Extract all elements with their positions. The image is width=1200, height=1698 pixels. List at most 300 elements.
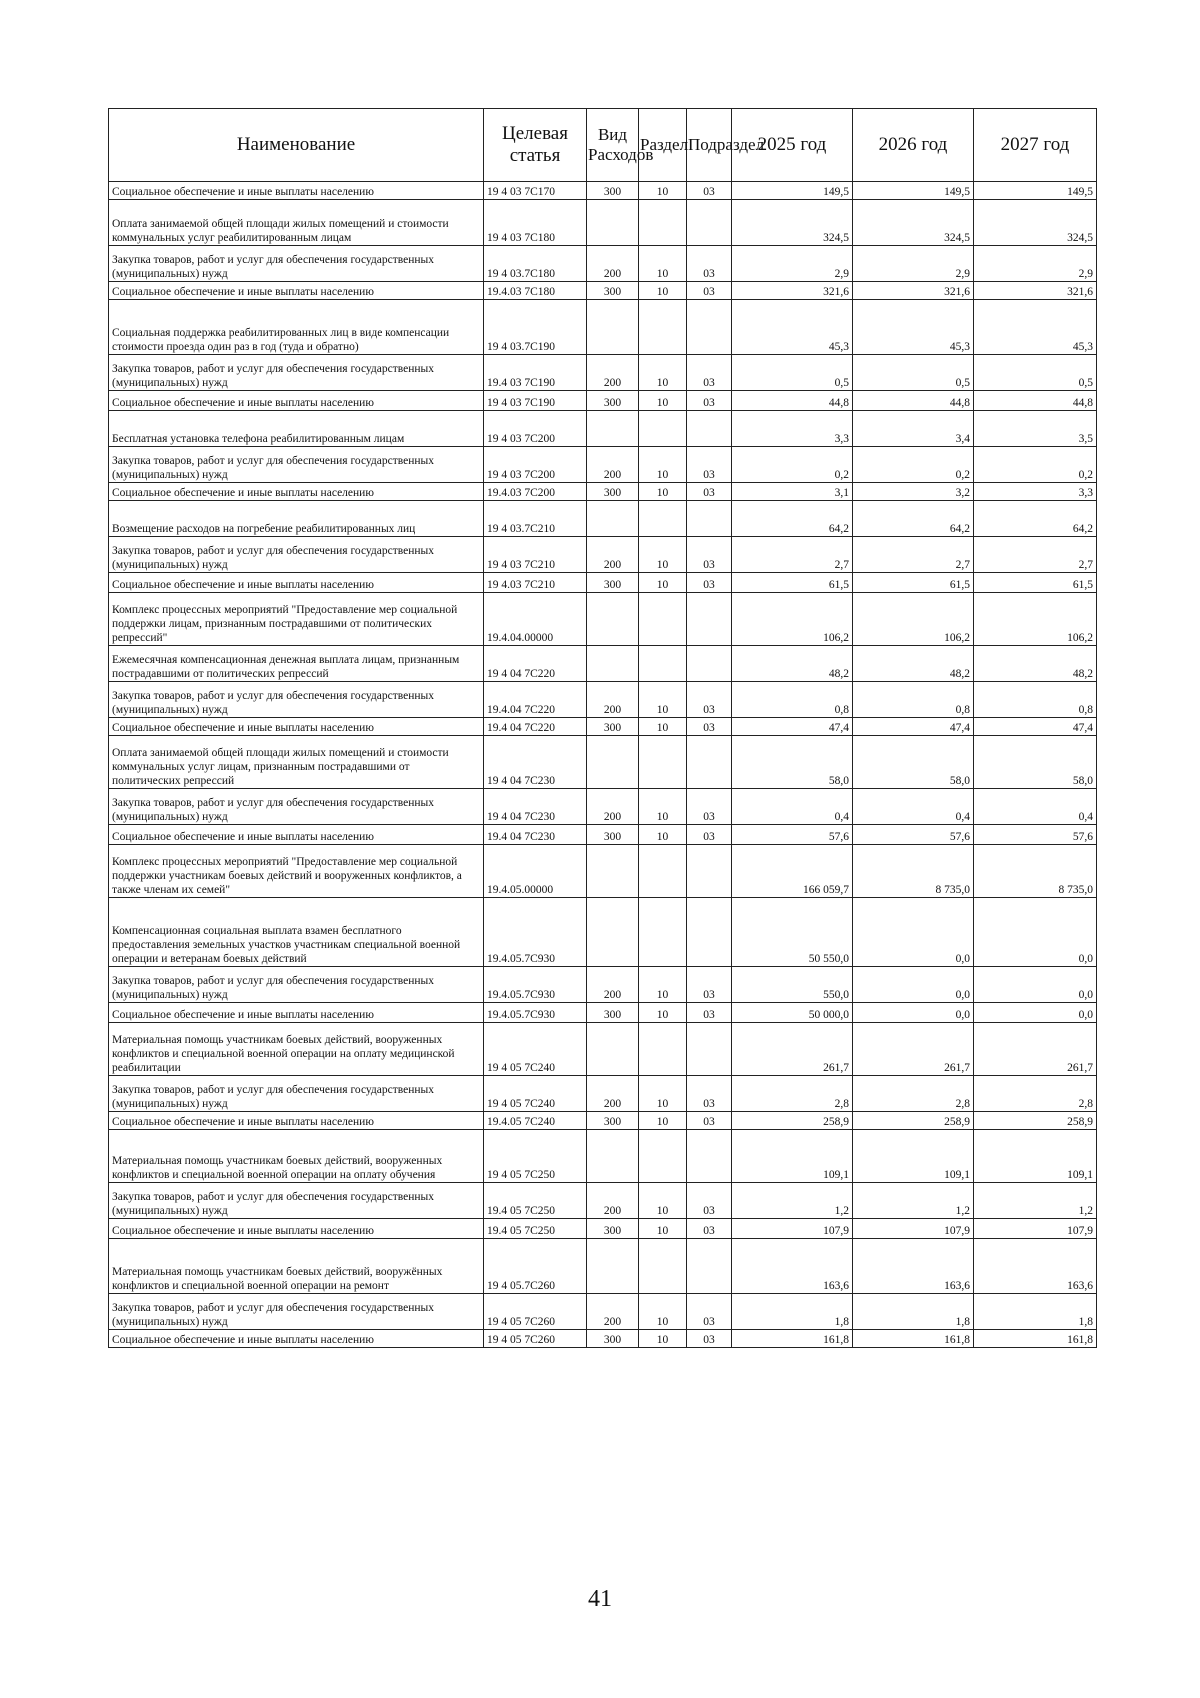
row-section: 10 — [639, 1219, 687, 1239]
row-value-2026: 64,2 — [853, 501, 974, 537]
row-value-2025: 50 550,0 — [732, 898, 853, 967]
row-target-article: 19.4 05 7С250 — [484, 1219, 587, 1239]
row-target-article: 19.4.04 7С220 — [484, 682, 587, 718]
table-row — [109, 447, 1097, 483]
row-expense-type: 200 — [587, 246, 639, 282]
row-expense-type — [587, 501, 639, 537]
row-value-2027: 0,8 — [974, 682, 1097, 718]
row-target-article: 19 4 03 7С170 — [484, 182, 587, 200]
table-row — [109, 282, 1097, 300]
row-value-2026: 0,4 — [853, 789, 974, 825]
row-target-article: 19 4 05 7С260 — [484, 1330, 587, 1348]
row-expense-type: 300 — [587, 1219, 639, 1239]
row-section: 10 — [639, 718, 687, 736]
row-target-article: 19.4.03 7С200 — [484, 483, 587, 501]
row-name: Комплекс процессных мероприятий "Предоставление мер социальной поддержки участникам боевых действий и вооруженных конфликтов, а также членам их семей" — [109, 845, 484, 898]
row-section — [639, 300, 687, 355]
row-section — [639, 593, 687, 646]
row-value-2025: 47,4 — [732, 718, 853, 736]
row-target-article: 19 4 03 7С210 — [484, 537, 587, 573]
row-expense-type — [587, 1239, 639, 1294]
row-value-2025: 161,8 — [732, 1330, 853, 1348]
row-name: Социальное обеспечение и иные выплаты населению — [109, 1219, 484, 1239]
row-section: 10 — [639, 447, 687, 483]
row-section — [639, 736, 687, 789]
row-subsection: 03 — [687, 355, 732, 391]
row-section — [639, 646, 687, 682]
row-target-article: 19 4 04 7С230 — [484, 736, 587, 789]
row-value-2027: 107,9 — [974, 1219, 1097, 1239]
row-value-2027: 0,2 — [974, 447, 1097, 483]
row-name: Социальное обеспечение и иные выплаты населению — [109, 1112, 484, 1130]
row-value-2025: 3,3 — [732, 411, 853, 447]
row-section — [639, 411, 687, 447]
row-value-2027: 57,6 — [974, 825, 1097, 845]
row-section — [639, 1239, 687, 1294]
row-section: 10 — [639, 967, 687, 1003]
table-row — [109, 593, 1097, 646]
row-value-2026: 149,5 — [853, 182, 974, 200]
row-value-2027: 0,0 — [974, 1003, 1097, 1023]
table-row — [109, 182, 1097, 200]
row-expense-type — [587, 411, 639, 447]
table-row — [109, 825, 1097, 845]
row-name: Социальное обеспечение и иные выплаты населению — [109, 573, 484, 593]
table-row — [109, 200, 1097, 246]
row-value-2025: 0,4 — [732, 789, 853, 825]
table-row — [109, 1294, 1097, 1330]
row-value-2027: 64,2 — [974, 501, 1097, 537]
row-value-2025: 1,2 — [732, 1183, 853, 1219]
row-value-2026: 324,5 — [853, 200, 974, 246]
row-value-2026: 0,5 — [853, 355, 974, 391]
row-value-2026: 163,6 — [853, 1239, 974, 1294]
row-value-2025: 45,3 — [732, 300, 853, 355]
row-value-2027: 48,2 — [974, 646, 1097, 682]
row-subsection: 03 — [687, 573, 732, 593]
row-value-2026: 57,6 — [853, 825, 974, 845]
row-expense-type — [587, 1130, 639, 1183]
row-value-2027: 0,0 — [974, 967, 1097, 1003]
row-value-2026: 0,8 — [853, 682, 974, 718]
row-subsection — [687, 411, 732, 447]
row-value-2026: 161,8 — [853, 1330, 974, 1348]
row-subsection: 03 — [687, 718, 732, 736]
row-value-2026: 2,9 — [853, 246, 974, 282]
row-subsection: 03 — [687, 182, 732, 200]
table-row — [109, 646, 1097, 682]
row-target-article: 19.4.05 7С240 — [484, 1112, 587, 1130]
row-subsection — [687, 1023, 732, 1076]
row-section: 10 — [639, 1294, 687, 1330]
table-header — [109, 109, 1097, 182]
row-name: Материальная помощь участникам боевых действий, вооружённых конфликтов и специальной военной операции на ремонт — [109, 1239, 484, 1294]
header-row — [109, 109, 1097, 182]
row-target-article: 19.4 04 7С230 — [484, 825, 587, 845]
row-expense-type: 200 — [587, 1183, 639, 1219]
row-value-2025: 61,5 — [732, 573, 853, 593]
table-row — [109, 967, 1097, 1003]
row-name: Комплекс процессных мероприятий "Предоставление мер социальной поддержки лицам, признанным пострадавшими от политических репрессий" — [109, 593, 484, 646]
row-value-2026: 261,7 — [853, 1023, 974, 1076]
table-row — [109, 1076, 1097, 1112]
row-target-article: 19 4.03 7С210 — [484, 573, 587, 593]
row-expense-type — [587, 300, 639, 355]
row-subsection — [687, 736, 732, 789]
row-name: Социальное обеспечение и иные выплаты населению — [109, 718, 484, 736]
row-section: 10 — [639, 355, 687, 391]
row-subsection: 03 — [687, 1330, 732, 1348]
row-value-2027: 58,0 — [974, 736, 1097, 789]
row-value-2025: 109,1 — [732, 1130, 853, 1183]
row-expense-type: 200 — [587, 1294, 639, 1330]
row-value-2027: 2,9 — [974, 246, 1097, 282]
row-value-2026: 109,1 — [853, 1130, 974, 1183]
row-value-2026: 258,9 — [853, 1112, 974, 1130]
row-name: Социальное обеспечение и иные выплаты населению — [109, 1330, 484, 1348]
row-subsection: 03 — [687, 1003, 732, 1023]
row-section — [639, 1023, 687, 1076]
row-subsection — [687, 593, 732, 646]
row-value-2027: 1,8 — [974, 1294, 1097, 1330]
row-target-article: 19 4 03 7С180 — [484, 200, 587, 246]
row-section: 10 — [639, 246, 687, 282]
row-section: 10 — [639, 682, 687, 718]
row-value-2025: 44,8 — [732, 391, 853, 411]
table-row — [109, 355, 1097, 391]
row-expense-type: 300 — [587, 1112, 639, 1130]
row-expense-type — [587, 845, 639, 898]
row-value-2025: 1,8 — [732, 1294, 853, 1330]
table-row — [109, 1003, 1097, 1023]
header-name: Наименование — [109, 109, 484, 182]
row-value-2027: 45,3 — [974, 300, 1097, 355]
row-name: Закупка товаров, работ и услуг для обеспечения государственных (муниципальных) нужд — [109, 355, 484, 391]
row-target-article: 19.4.05.7С930 — [484, 898, 587, 967]
row-target-article: 19 4 03.7С190 — [484, 300, 587, 355]
row-subsection: 03 — [687, 682, 732, 718]
row-subsection: 03 — [687, 447, 732, 483]
row-value-2027: 261,7 — [974, 1023, 1097, 1076]
row-value-2025: 3,1 — [732, 483, 853, 501]
table-row — [109, 718, 1097, 736]
row-value-2025: 0,8 — [732, 682, 853, 718]
row-subsection: 03 — [687, 483, 732, 501]
row-name: Социальное обеспечение и иные выплаты населению — [109, 182, 484, 200]
table-row — [109, 1239, 1097, 1294]
row-value-2025: 0,5 — [732, 355, 853, 391]
row-section: 10 — [639, 391, 687, 411]
row-subsection — [687, 1130, 732, 1183]
row-subsection: 03 — [687, 246, 732, 282]
row-section: 10 — [639, 1076, 687, 1112]
row-expense-type: 200 — [587, 967, 639, 1003]
row-value-2027: 8 735,0 — [974, 845, 1097, 898]
row-value-2025: 2,9 — [732, 246, 853, 282]
row-value-2026: 321,6 — [853, 282, 974, 300]
row-value-2026: 1,8 — [853, 1294, 974, 1330]
table-row — [109, 1112, 1097, 1130]
row-expense-type: 300 — [587, 182, 639, 200]
row-target-article: 19 4 04 7С230 — [484, 789, 587, 825]
row-value-2025: 107,9 — [732, 1219, 853, 1239]
row-expense-type: 200 — [587, 682, 639, 718]
table-row — [109, 898, 1097, 967]
table-row — [109, 1023, 1097, 1076]
header-subsection: Подраздел — [687, 109, 732, 182]
row-value-2025: 324,5 — [732, 200, 853, 246]
row-subsection: 03 — [687, 282, 732, 300]
row-value-2027: 109,1 — [974, 1130, 1097, 1183]
row-section — [639, 898, 687, 967]
row-value-2026: 2,7 — [853, 537, 974, 573]
row-name: Закупка товаров, работ и услуг для обеспечения государственных (муниципальных) нужд — [109, 789, 484, 825]
row-target-article: 19 4 03 7С190 — [484, 391, 587, 411]
row-expense-type — [587, 1023, 639, 1076]
row-expense-type: 300 — [587, 282, 639, 300]
row-value-2027: 3,5 — [974, 411, 1097, 447]
row-subsection — [687, 501, 732, 537]
row-name: Возмещение расходов на погребение реабилитированных лиц — [109, 501, 484, 537]
row-value-2027: 163,6 — [974, 1239, 1097, 1294]
row-name: Социальное обеспечение и иные выплаты населению — [109, 391, 484, 411]
row-section — [639, 200, 687, 246]
row-value-2026: 61,5 — [853, 573, 974, 593]
table-row — [109, 845, 1097, 898]
row-section: 10 — [639, 1003, 687, 1023]
table-row — [109, 573, 1097, 593]
row-value-2027: 3,3 — [974, 483, 1097, 501]
row-name: Оплата занимаемой общей площади жилых помещений и стоимости коммунальных услуг реабилитированным лицам — [109, 200, 484, 246]
row-section — [639, 845, 687, 898]
row-value-2026: 3,4 — [853, 411, 974, 447]
row-value-2026: 0,2 — [853, 447, 974, 483]
header-expense-type: Вид Расходов — [587, 109, 639, 182]
row-name: Закупка товаров, работ и услуг для обеспечения государственных (муниципальных) нужд — [109, 537, 484, 573]
row-name: Бесплатная установка телефона реабилитированным лицам — [109, 411, 484, 447]
table-row — [109, 1219, 1097, 1239]
row-section: 10 — [639, 1183, 687, 1219]
row-subsection — [687, 200, 732, 246]
row-value-2025: 0,2 — [732, 447, 853, 483]
row-target-article: 19.4.04.00000 — [484, 593, 587, 646]
header-year-2026: 2026 год — [853, 109, 974, 182]
row-name: Социальное обеспечение и иные выплаты населению — [109, 483, 484, 501]
row-value-2026: 58,0 — [853, 736, 974, 789]
row-target-article: 19 4 05 7С260 — [484, 1294, 587, 1330]
row-expense-type: 300 — [587, 718, 639, 736]
row-value-2025: 149,5 — [732, 182, 853, 200]
row-name: Закупка товаров, работ и услуг для обеспечения государственных (муниципальных) нужд — [109, 246, 484, 282]
row-target-article: 19 4 05.7С260 — [484, 1239, 587, 1294]
row-subsection: 03 — [687, 789, 732, 825]
table-row — [109, 537, 1097, 573]
row-expense-type — [587, 593, 639, 646]
row-expense-type: 200 — [587, 447, 639, 483]
row-name: Закупка товаров, работ и услуг для обеспечения государственных (муниципальных) нужд — [109, 447, 484, 483]
row-target-article: 19 4 05 7С240 — [484, 1023, 587, 1076]
row-section: 10 — [639, 573, 687, 593]
row-section: 10 — [639, 1112, 687, 1130]
row-value-2027: 258,9 — [974, 1112, 1097, 1130]
row-target-article: 19 4 05 7С240 — [484, 1076, 587, 1112]
row-value-2025: 48,2 — [732, 646, 853, 682]
row-target-article: 19.4.05.00000 — [484, 845, 587, 898]
row-subsection — [687, 300, 732, 355]
row-subsection: 03 — [687, 537, 732, 573]
row-value-2027: 2,7 — [974, 537, 1097, 573]
row-name: Закупка товаров, работ и услуг для обеспечения государственных (муниципальных) нужд — [109, 1183, 484, 1219]
row-expense-type: 300 — [587, 825, 639, 845]
row-name: Закупка товаров, работ и услуг для обеспечения государственных (муниципальных) нужд — [109, 682, 484, 718]
row-value-2026: 48,2 — [853, 646, 974, 682]
row-section: 10 — [639, 483, 687, 501]
row-value-2026: 0,0 — [853, 967, 974, 1003]
row-target-article: 19.4 03 7С190 — [484, 355, 587, 391]
row-value-2027: 149,5 — [974, 182, 1097, 200]
row-value-2025: 58,0 — [732, 736, 853, 789]
row-section: 10 — [639, 282, 687, 300]
row-expense-type: 200 — [587, 789, 639, 825]
row-expense-type: 300 — [587, 391, 639, 411]
row-expense-type: 300 — [587, 1003, 639, 1023]
row-expense-type — [587, 898, 639, 967]
row-value-2026: 0,0 — [853, 1003, 974, 1023]
row-subsection: 03 — [687, 1076, 732, 1112]
row-expense-type — [587, 646, 639, 682]
table-row — [109, 483, 1097, 501]
table-row — [109, 411, 1097, 447]
row-value-2025: 2,8 — [732, 1076, 853, 1112]
row-name: Социальное обеспечение и иные выплаты населению — [109, 1003, 484, 1023]
row-value-2027: 0,0 — [974, 898, 1097, 967]
row-value-2026: 44,8 — [853, 391, 974, 411]
row-name: Закупка товаров, работ и услуг для обеспечения государственных (муниципальных) нужд — [109, 1294, 484, 1330]
row-section — [639, 501, 687, 537]
row-section: 10 — [639, 537, 687, 573]
row-expense-type — [587, 736, 639, 789]
row-value-2026: 0,0 — [853, 898, 974, 967]
row-value-2025: 321,6 — [732, 282, 853, 300]
row-target-article: 19 4 03.7С180 — [484, 246, 587, 282]
row-section: 10 — [639, 789, 687, 825]
row-target-article: 19 4 03 7С200 — [484, 411, 587, 447]
row-expense-type: 300 — [587, 483, 639, 501]
row-target-article: 19 4 03.7С210 — [484, 501, 587, 537]
row-expense-type: 200 — [587, 355, 639, 391]
row-subsection — [687, 845, 732, 898]
row-expense-type: 200 — [587, 1076, 639, 1112]
row-value-2027: 161,8 — [974, 1330, 1097, 1348]
row-expense-type: 300 — [587, 1330, 639, 1348]
row-value-2026: 106,2 — [853, 593, 974, 646]
row-subsection: 03 — [687, 825, 732, 845]
header-section: Раздел — [639, 109, 687, 182]
row-target-article: 19.4 05 7С250 — [484, 1183, 587, 1219]
page-number: 41 — [588, 1586, 612, 1612]
table-row — [109, 246, 1097, 282]
row-expense-type: 300 — [587, 573, 639, 593]
row-subsection: 03 — [687, 1219, 732, 1239]
row-value-2027: 321,6 — [974, 282, 1097, 300]
row-subsection: 03 — [687, 1183, 732, 1219]
row-value-2027: 47,4 — [974, 718, 1097, 736]
row-value-2027: 2,8 — [974, 1076, 1097, 1112]
row-subsection: 03 — [687, 967, 732, 1003]
row-expense-type: 200 — [587, 537, 639, 573]
row-value-2025: 50 000,0 — [732, 1003, 853, 1023]
row-value-2027: 0,4 — [974, 789, 1097, 825]
row-value-2026: 8 735,0 — [853, 845, 974, 898]
row-subsection — [687, 1239, 732, 1294]
row-target-article: 19 4 05 7С250 — [484, 1130, 587, 1183]
row-value-2027: 1,2 — [974, 1183, 1097, 1219]
row-value-2025: 57,6 — [732, 825, 853, 845]
row-value-2026: 107,9 — [853, 1219, 974, 1239]
row-value-2027: 44,8 — [974, 391, 1097, 411]
row-value-2026: 45,3 — [853, 300, 974, 355]
row-target-article: 19 4 04 7С220 — [484, 646, 587, 682]
row-name: Ежемесячная компенсационная денежная выплата лицам, признанным пострадавшими от политических репрессий — [109, 646, 484, 682]
header-year-2025: 2025 год — [732, 109, 853, 182]
row-subsection: 03 — [687, 391, 732, 411]
row-value-2026: 2,8 — [853, 1076, 974, 1112]
row-value-2026: 3,2 — [853, 483, 974, 501]
row-subsection: 03 — [687, 1294, 732, 1330]
row-target-article: 19.4.05.7С930 — [484, 1003, 587, 1023]
table-row — [109, 1130, 1097, 1183]
row-section — [639, 1130, 687, 1183]
row-value-2027: 61,5 — [974, 573, 1097, 593]
header-target-article: Целевая статья — [484, 109, 587, 182]
row-target-article: 19.4.03 7С180 — [484, 282, 587, 300]
row-name: Социальная поддержка реабилитированных лиц в виде компенсации стоимости проезда один раз в год (туда и обратно) — [109, 300, 484, 355]
table-row — [109, 736, 1097, 789]
table-row — [109, 1183, 1097, 1219]
row-value-2026: 47,4 — [853, 718, 974, 736]
row-name: Оплата занимаемой общей площади жилых помещений и стоимости коммунальных услуг лицам, признанным пострадавшими от политических репрессий — [109, 736, 484, 789]
table-row — [109, 682, 1097, 718]
row-target-article: 19.4 04 7С220 — [484, 718, 587, 736]
row-value-2027: 106,2 — [974, 593, 1097, 646]
row-value-2025: 2,7 — [732, 537, 853, 573]
row-section: 10 — [639, 825, 687, 845]
table-body — [109, 182, 1097, 1348]
row-target-article: 19 4 03 7С200 — [484, 447, 587, 483]
row-value-2026: 1,2 — [853, 1183, 974, 1219]
row-target-article: 19.4.05.7С930 — [484, 967, 587, 1003]
row-value-2025: 261,7 — [732, 1023, 853, 1076]
budget-table — [108, 108, 1097, 1348]
row-subsection — [687, 898, 732, 967]
row-value-2025: 163,6 — [732, 1239, 853, 1294]
row-value-2025: 64,2 — [732, 501, 853, 537]
table-row — [109, 1330, 1097, 1348]
row-subsection: 03 — [687, 1112, 732, 1130]
row-name: Закупка товаров, работ и услуг для обеспечения государственных (муниципальных) нужд — [109, 1076, 484, 1112]
row-value-2025: 550,0 — [732, 967, 853, 1003]
row-subsection — [687, 646, 732, 682]
header-year-2027: 2027 год — [974, 109, 1097, 182]
row-value-2027: 0,5 — [974, 355, 1097, 391]
row-value-2025: 166 059,7 — [732, 845, 853, 898]
row-section: 10 — [639, 1330, 687, 1348]
table-row — [109, 300, 1097, 355]
row-name: Закупка товаров, работ и услуг для обеспечения государственных (муниципальных) нужд — [109, 967, 484, 1003]
row-name: Компенсационная социальная выплата взамен бесплатного предоставления земельных участков участникам специальной военной операции и ветеранам боевых действий — [109, 898, 484, 967]
table-row — [109, 789, 1097, 825]
row-name: Материальная помощь участникам боевых действий, вооруженных конфликтов и специальной военной операции на оплату обучения — [109, 1130, 484, 1183]
